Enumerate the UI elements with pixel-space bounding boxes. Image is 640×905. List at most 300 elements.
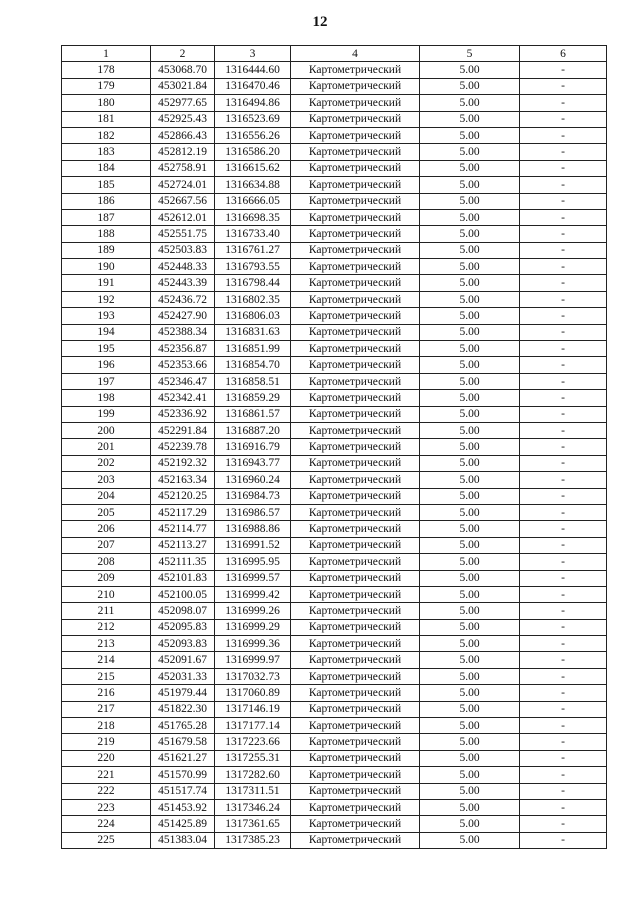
point-number-cell: 181 xyxy=(62,111,151,127)
accuracy-cell: 5.00 xyxy=(420,177,520,193)
point-number-cell: 209 xyxy=(62,570,151,586)
point-number-cell: 194 xyxy=(62,324,151,340)
accuracy-cell: 5.00 xyxy=(420,95,520,111)
note-cell: - xyxy=(520,799,607,815)
table-row xyxy=(62,799,607,815)
table-row xyxy=(62,521,607,537)
table-row xyxy=(62,455,607,471)
point-number-cell: 186 xyxy=(62,193,151,209)
table-row xyxy=(62,750,607,766)
note-cell: - xyxy=(520,144,607,160)
x-coordinate-cell: 452291.84 xyxy=(151,422,215,438)
point-number-cell: 191 xyxy=(62,275,151,291)
table-row xyxy=(62,160,607,176)
method-cell: Картометрический xyxy=(291,127,420,143)
point-number-cell: 206 xyxy=(62,521,151,537)
point-number-cell: 222 xyxy=(62,783,151,799)
column-header: 5 xyxy=(420,46,520,62)
accuracy-cell: 5.00 xyxy=(420,619,520,635)
point-number-cell: 199 xyxy=(62,406,151,422)
note-cell: - xyxy=(520,357,607,373)
table-row xyxy=(62,95,607,111)
accuracy-cell: 5.00 xyxy=(420,291,520,307)
table-row xyxy=(62,767,607,783)
method-cell: Картометрический xyxy=(291,78,420,94)
accuracy-cell: 5.00 xyxy=(420,521,520,537)
x-coordinate-cell: 452427.90 xyxy=(151,308,215,324)
table-row xyxy=(62,783,607,799)
accuracy-cell: 5.00 xyxy=(420,308,520,324)
method-cell: Картометрический xyxy=(291,406,420,422)
x-coordinate-cell: 452612.01 xyxy=(151,209,215,225)
method-cell: Картометрический xyxy=(291,160,420,176)
table-body xyxy=(62,62,607,849)
note-cell: - xyxy=(520,226,607,242)
table-row xyxy=(62,832,607,848)
y-coordinate-cell: 1316733.40 xyxy=(215,226,291,242)
table-row xyxy=(62,652,607,668)
point-number-cell: 189 xyxy=(62,242,151,258)
table-row xyxy=(62,685,607,701)
accuracy-cell: 5.00 xyxy=(420,652,520,668)
method-cell: Картометрический xyxy=(291,586,420,602)
method-cell: Картометрический xyxy=(291,95,420,111)
accuracy-cell: 5.00 xyxy=(420,209,520,225)
point-number-cell: 207 xyxy=(62,537,151,553)
accuracy-cell: 5.00 xyxy=(420,226,520,242)
y-coordinate-cell: 1317032.73 xyxy=(215,668,291,684)
point-number-cell: 210 xyxy=(62,586,151,602)
y-coordinate-cell: 1316999.26 xyxy=(215,603,291,619)
point-number-cell: 188 xyxy=(62,226,151,242)
table-row xyxy=(62,226,607,242)
point-number-cell: 214 xyxy=(62,652,151,668)
point-number-cell: 198 xyxy=(62,390,151,406)
method-cell: Картометрический xyxy=(291,259,420,275)
note-cell: - xyxy=(520,422,607,438)
point-number-cell: 225 xyxy=(62,832,151,848)
y-coordinate-cell: 1316666.05 xyxy=(215,193,291,209)
note-cell: - xyxy=(520,521,607,537)
note-cell: - xyxy=(520,78,607,94)
x-coordinate-cell: 452551.75 xyxy=(151,226,215,242)
x-coordinate-cell: 451570.99 xyxy=(151,767,215,783)
x-coordinate-cell: 451979.44 xyxy=(151,685,215,701)
note-cell: - xyxy=(520,685,607,701)
y-coordinate-cell: 1316761.27 xyxy=(215,242,291,258)
y-coordinate-cell: 1316854.70 xyxy=(215,357,291,373)
point-number-cell: 208 xyxy=(62,554,151,570)
header-row xyxy=(62,46,607,62)
method-cell: Картометрический xyxy=(291,685,420,701)
table-row xyxy=(62,554,607,570)
note-cell: - xyxy=(520,488,607,504)
x-coordinate-cell: 452114.77 xyxy=(151,521,215,537)
table-row xyxy=(62,439,607,455)
note-cell: - xyxy=(520,636,607,652)
method-cell: Картометрический xyxy=(291,193,420,209)
method-cell: Картометрический xyxy=(291,324,420,340)
method-cell: Картометрический xyxy=(291,488,420,504)
method-cell: Картометрический xyxy=(291,422,420,438)
point-number-cell: 223 xyxy=(62,799,151,815)
y-coordinate-cell: 1316991.52 xyxy=(215,537,291,553)
method-cell: Картометрический xyxy=(291,832,420,848)
method-cell: Картометрический xyxy=(291,619,420,635)
table-row xyxy=(62,472,607,488)
method-cell: Картометрический xyxy=(291,226,420,242)
accuracy-cell: 5.00 xyxy=(420,390,520,406)
note-cell: - xyxy=(520,570,607,586)
x-coordinate-cell: 452192.32 xyxy=(151,455,215,471)
y-coordinate-cell: 1316444.60 xyxy=(215,62,291,78)
note-cell: - xyxy=(520,160,607,176)
y-coordinate-cell: 1316999.57 xyxy=(215,570,291,586)
x-coordinate-cell: 452758.91 xyxy=(151,160,215,176)
method-cell: Картометрический xyxy=(291,291,420,307)
x-coordinate-cell: 453021.84 xyxy=(151,78,215,94)
point-number-cell: 218 xyxy=(62,718,151,734)
y-coordinate-cell: 1316999.36 xyxy=(215,636,291,652)
note-cell: - xyxy=(520,439,607,455)
note-cell: - xyxy=(520,668,607,684)
x-coordinate-cell: 451765.28 xyxy=(151,718,215,734)
accuracy-cell: 5.00 xyxy=(420,373,520,389)
point-number-cell: 197 xyxy=(62,373,151,389)
y-coordinate-cell: 1317255.31 xyxy=(215,750,291,766)
method-cell: Картометрический xyxy=(291,603,420,619)
note-cell: - xyxy=(520,504,607,520)
method-cell: Картометрический xyxy=(291,144,420,160)
y-coordinate-cell: 1316960.24 xyxy=(215,472,291,488)
method-cell: Картометрический xyxy=(291,701,420,717)
method-cell: Картометрический xyxy=(291,390,420,406)
x-coordinate-cell: 451517.74 xyxy=(151,783,215,799)
accuracy-cell: 5.00 xyxy=(420,636,520,652)
y-coordinate-cell: 1316831.63 xyxy=(215,324,291,340)
table-row xyxy=(62,275,607,291)
point-number-cell: 219 xyxy=(62,734,151,750)
note-cell: - xyxy=(520,554,607,570)
x-coordinate-cell: 452239.78 xyxy=(151,439,215,455)
method-cell: Картометрический xyxy=(291,275,420,291)
method-cell: Картометрический xyxy=(291,209,420,225)
y-coordinate-cell: 1316858.51 xyxy=(215,373,291,389)
x-coordinate-cell: 452342.41 xyxy=(151,390,215,406)
accuracy-cell: 5.00 xyxy=(420,193,520,209)
point-number-cell: 183 xyxy=(62,144,151,160)
x-coordinate-cell: 451425.89 xyxy=(151,816,215,832)
x-coordinate-cell: 452336.92 xyxy=(151,406,215,422)
point-number-cell: 211 xyxy=(62,603,151,619)
y-coordinate-cell: 1317282.60 xyxy=(215,767,291,783)
note-cell: - xyxy=(520,783,607,799)
y-coordinate-cell: 1316999.42 xyxy=(215,586,291,602)
x-coordinate-cell: 453068.70 xyxy=(151,62,215,78)
note-cell: - xyxy=(520,95,607,111)
point-number-cell: 192 xyxy=(62,291,151,307)
accuracy-cell: 5.00 xyxy=(420,767,520,783)
method-cell: Картометрический xyxy=(291,668,420,684)
method-cell: Картометрический xyxy=(291,455,420,471)
note-cell: - xyxy=(520,373,607,389)
y-coordinate-cell: 1316523.69 xyxy=(215,111,291,127)
point-number-cell: 201 xyxy=(62,439,151,455)
note-cell: - xyxy=(520,324,607,340)
point-number-cell: 180 xyxy=(62,95,151,111)
table-row xyxy=(62,127,607,143)
accuracy-cell: 5.00 xyxy=(420,160,520,176)
method-cell: Картометрический xyxy=(291,62,420,78)
note-cell: - xyxy=(520,127,607,143)
x-coordinate-cell: 451679.58 xyxy=(151,734,215,750)
accuracy-cell: 5.00 xyxy=(420,832,520,848)
point-number-cell: 202 xyxy=(62,455,151,471)
x-coordinate-cell: 452436.72 xyxy=(151,291,215,307)
table-row xyxy=(62,636,607,652)
x-coordinate-cell: 452031.33 xyxy=(151,668,215,684)
x-coordinate-cell: 452117.29 xyxy=(151,504,215,520)
note-cell: - xyxy=(520,111,607,127)
y-coordinate-cell: 1316943.77 xyxy=(215,455,291,471)
page-number: 12 xyxy=(312,14,328,30)
accuracy-cell: 5.00 xyxy=(420,472,520,488)
method-cell: Картометрический xyxy=(291,537,420,553)
x-coordinate-cell: 452100.05 xyxy=(151,586,215,602)
x-coordinate-cell: 452093.83 xyxy=(151,636,215,652)
y-coordinate-cell: 1316798.44 xyxy=(215,275,291,291)
accuracy-cell: 5.00 xyxy=(420,422,520,438)
x-coordinate-cell: 452503.83 xyxy=(151,242,215,258)
method-cell: Картометрический xyxy=(291,242,420,258)
x-coordinate-cell: 451621.27 xyxy=(151,750,215,766)
method-cell: Картометрический xyxy=(291,504,420,520)
y-coordinate-cell: 1316986.57 xyxy=(215,504,291,520)
method-cell: Картометрический xyxy=(291,341,420,357)
note-cell: - xyxy=(520,291,607,307)
x-coordinate-cell: 452443.39 xyxy=(151,275,215,291)
accuracy-cell: 5.00 xyxy=(420,275,520,291)
point-number-cell: 221 xyxy=(62,767,151,783)
accuracy-cell: 5.00 xyxy=(420,78,520,94)
point-number-cell: 215 xyxy=(62,668,151,684)
note-cell: - xyxy=(520,341,607,357)
method-cell: Картометрический xyxy=(291,816,420,832)
method-cell: Картометрический xyxy=(291,652,420,668)
note-cell: - xyxy=(520,718,607,734)
method-cell: Картометрический xyxy=(291,734,420,750)
y-coordinate-cell: 1317146.19 xyxy=(215,701,291,717)
x-coordinate-cell: 452091.67 xyxy=(151,652,215,668)
point-number-cell: 185 xyxy=(62,177,151,193)
y-coordinate-cell: 1316999.97 xyxy=(215,652,291,668)
method-cell: Картометрический xyxy=(291,472,420,488)
y-coordinate-cell: 1317060.89 xyxy=(215,685,291,701)
y-coordinate-cell: 1316634.88 xyxy=(215,177,291,193)
point-number-cell: 178 xyxy=(62,62,151,78)
y-coordinate-cell: 1317177.14 xyxy=(215,718,291,734)
point-number-cell: 182 xyxy=(62,127,151,143)
table-row xyxy=(62,291,607,307)
table-row xyxy=(62,570,607,586)
table-row xyxy=(62,111,607,127)
accuracy-cell: 5.00 xyxy=(420,488,520,504)
y-coordinate-cell: 1316859.29 xyxy=(215,390,291,406)
accuracy-cell: 5.00 xyxy=(420,62,520,78)
note-cell: - xyxy=(520,619,607,635)
method-cell: Картометрический xyxy=(291,177,420,193)
accuracy-cell: 5.00 xyxy=(420,439,520,455)
column-header: 6 xyxy=(520,46,607,62)
note-cell: - xyxy=(520,652,607,668)
coordinates-table xyxy=(61,45,607,849)
table-row xyxy=(62,341,607,357)
accuracy-cell: 5.00 xyxy=(420,783,520,799)
method-cell: Картометрический xyxy=(291,439,420,455)
note-cell: - xyxy=(520,832,607,848)
note-cell: - xyxy=(520,586,607,602)
table-row xyxy=(62,259,607,275)
note-cell: - xyxy=(520,701,607,717)
table-row xyxy=(62,177,607,193)
point-number-cell: 179 xyxy=(62,78,151,94)
method-cell: Картометрический xyxy=(291,554,420,570)
point-number-cell: 196 xyxy=(62,357,151,373)
method-cell: Картометрический xyxy=(291,783,420,799)
accuracy-cell: 5.00 xyxy=(420,685,520,701)
y-coordinate-cell: 1317361.65 xyxy=(215,816,291,832)
table-row xyxy=(62,373,607,389)
table-row xyxy=(62,357,607,373)
x-coordinate-cell: 452667.56 xyxy=(151,193,215,209)
note-cell: - xyxy=(520,62,607,78)
accuracy-cell: 5.00 xyxy=(420,111,520,127)
accuracy-cell: 5.00 xyxy=(420,750,520,766)
x-coordinate-cell: 452356.87 xyxy=(151,341,215,357)
accuracy-cell: 5.00 xyxy=(420,701,520,717)
accuracy-cell: 5.00 xyxy=(420,586,520,602)
note-cell: - xyxy=(520,472,607,488)
table-row xyxy=(62,144,607,160)
x-coordinate-cell: 452113.27 xyxy=(151,537,215,553)
y-coordinate-cell: 1316984.73 xyxy=(215,488,291,504)
note-cell: - xyxy=(520,259,607,275)
x-coordinate-cell: 451453.92 xyxy=(151,799,215,815)
x-coordinate-cell: 452346.47 xyxy=(151,373,215,389)
table-row xyxy=(62,193,607,209)
column-header: 4 xyxy=(291,46,420,62)
method-cell: Картометрический xyxy=(291,636,420,652)
x-coordinate-cell: 452448.33 xyxy=(151,259,215,275)
x-coordinate-cell: 452925.43 xyxy=(151,111,215,127)
table-row xyxy=(62,668,607,684)
accuracy-cell: 5.00 xyxy=(420,570,520,586)
y-coordinate-cell: 1316851.99 xyxy=(215,341,291,357)
x-coordinate-cell: 451383.04 xyxy=(151,832,215,848)
note-cell: - xyxy=(520,242,607,258)
note-cell: - xyxy=(520,406,607,422)
y-coordinate-cell: 1316995.95 xyxy=(215,554,291,570)
method-cell: Картометрический xyxy=(291,718,420,734)
note-cell: - xyxy=(520,767,607,783)
y-coordinate-cell: 1316556.26 xyxy=(215,127,291,143)
x-coordinate-cell: 452353.66 xyxy=(151,357,215,373)
point-number-cell: 216 xyxy=(62,685,151,701)
x-coordinate-cell: 452120.25 xyxy=(151,488,215,504)
accuracy-cell: 5.00 xyxy=(420,455,520,471)
point-number-cell: 184 xyxy=(62,160,151,176)
table-row xyxy=(62,734,607,750)
y-coordinate-cell: 1317385.23 xyxy=(215,832,291,848)
note-cell: - xyxy=(520,209,607,225)
table-row xyxy=(62,586,607,602)
method-cell: Картометрический xyxy=(291,357,420,373)
y-coordinate-cell: 1316861.57 xyxy=(215,406,291,422)
point-number-cell: 220 xyxy=(62,750,151,766)
y-coordinate-cell: 1316887.20 xyxy=(215,422,291,438)
table-row xyxy=(62,701,607,717)
table-row xyxy=(62,504,607,520)
column-header: 3 xyxy=(215,46,291,62)
y-coordinate-cell: 1316806.03 xyxy=(215,308,291,324)
note-cell: - xyxy=(520,603,607,619)
x-coordinate-cell: 452866.43 xyxy=(151,127,215,143)
column-header: 1 xyxy=(62,46,151,62)
accuracy-cell: 5.00 xyxy=(420,734,520,750)
accuracy-cell: 5.00 xyxy=(420,537,520,553)
y-coordinate-cell: 1316698.35 xyxy=(215,209,291,225)
method-cell: Картометрический xyxy=(291,750,420,766)
x-coordinate-cell: 452812.19 xyxy=(151,144,215,160)
y-coordinate-cell: 1316586.20 xyxy=(215,144,291,160)
table-row xyxy=(62,242,607,258)
table-row xyxy=(62,537,607,553)
point-number-cell: 224 xyxy=(62,816,151,832)
note-cell: - xyxy=(520,455,607,471)
point-number-cell: 212 xyxy=(62,619,151,635)
point-number-cell: 200 xyxy=(62,422,151,438)
x-coordinate-cell: 452388.34 xyxy=(151,324,215,340)
table-row xyxy=(62,603,607,619)
accuracy-cell: 5.00 xyxy=(420,603,520,619)
note-cell: - xyxy=(520,275,607,291)
x-coordinate-cell: 452977.65 xyxy=(151,95,215,111)
accuracy-cell: 5.00 xyxy=(420,816,520,832)
method-cell: Картометрический xyxy=(291,570,420,586)
note-cell: - xyxy=(520,177,607,193)
y-coordinate-cell: 1316470.46 xyxy=(215,78,291,94)
accuracy-cell: 5.00 xyxy=(420,799,520,815)
point-number-cell: 213 xyxy=(62,636,151,652)
accuracy-cell: 5.00 xyxy=(420,127,520,143)
note-cell: - xyxy=(520,308,607,324)
point-number-cell: 190 xyxy=(62,259,151,275)
table-row xyxy=(62,390,607,406)
note-cell: - xyxy=(520,816,607,832)
accuracy-cell: 5.00 xyxy=(420,554,520,570)
point-number-cell: 187 xyxy=(62,209,151,225)
y-coordinate-cell: 1316615.62 xyxy=(215,160,291,176)
method-cell: Картометрический xyxy=(291,799,420,815)
point-number-cell: 217 xyxy=(62,701,151,717)
accuracy-cell: 5.00 xyxy=(420,341,520,357)
table-row xyxy=(62,308,607,324)
table-row xyxy=(62,62,607,78)
accuracy-cell: 5.00 xyxy=(420,668,520,684)
note-cell: - xyxy=(520,734,607,750)
y-coordinate-cell: 1316916.79 xyxy=(215,439,291,455)
table-row xyxy=(62,816,607,832)
